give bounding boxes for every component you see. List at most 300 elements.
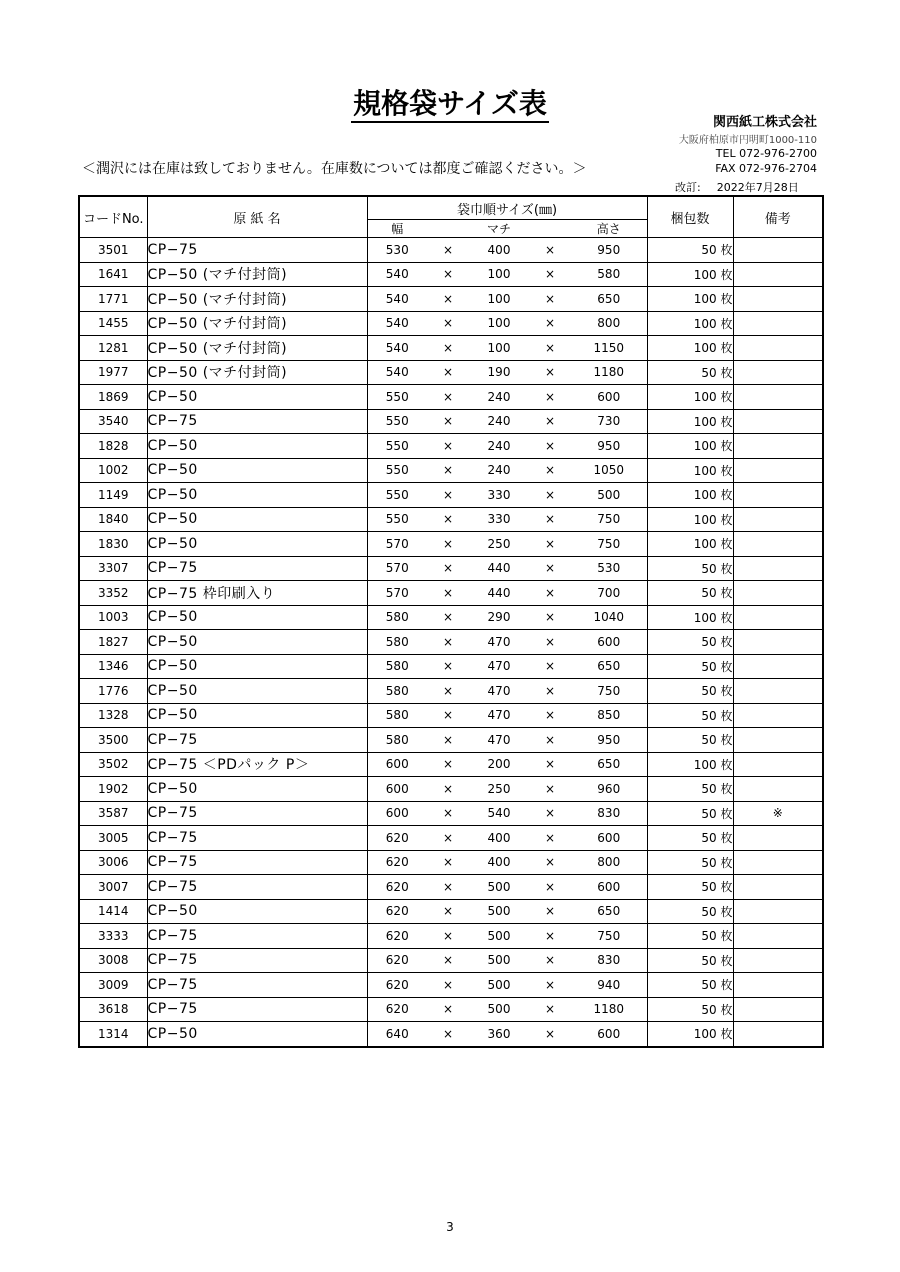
gusset-cell: 500	[469, 924, 529, 949]
table-row	[79, 311, 823, 336]
paper-name-cell: CP−75 ＜PDパック P＞	[147, 752, 367, 777]
width-cell: 580	[367, 654, 427, 679]
paper-name-cell: CP−50	[147, 385, 367, 410]
paper-name-cell: CP−75	[147, 556, 367, 581]
times-symbol: ×	[427, 605, 469, 630]
times-symbol: ×	[427, 924, 469, 949]
table-row	[79, 287, 823, 312]
code-cell: 1003	[79, 605, 147, 630]
pack-count-cell: 50 枚	[647, 581, 733, 606]
header-name: 原 紙 名	[147, 196, 367, 238]
times-symbol: ×	[427, 997, 469, 1022]
code-cell: 3618	[79, 997, 147, 1022]
times-symbol: ×	[529, 385, 571, 410]
width-cell: 620	[367, 875, 427, 900]
paper-name-cell: CP−75	[147, 948, 367, 973]
paper-name-cell: CP−50	[147, 630, 367, 655]
times-symbol: ×	[427, 875, 469, 900]
width-cell: 580	[367, 605, 427, 630]
table-row	[79, 924, 823, 949]
table-row	[79, 875, 823, 900]
times-symbol: ×	[529, 581, 571, 606]
note-cell	[733, 532, 823, 557]
width-cell: 580	[367, 703, 427, 728]
paper-name-cell: CP−75	[147, 973, 367, 998]
times-symbol: ×	[427, 311, 469, 336]
height-cell: 940	[571, 973, 647, 998]
pack-count-cell: 50 枚	[647, 875, 733, 900]
code-cell: 1869	[79, 385, 147, 410]
code-cell: 3007	[79, 875, 147, 900]
height-cell: 600	[571, 630, 647, 655]
paper-name-cell: CP−50	[147, 679, 367, 704]
code-cell: 1314	[79, 1022, 147, 1047]
gusset-cell: 250	[469, 532, 529, 557]
table-row	[79, 336, 823, 361]
times-symbol: ×	[427, 948, 469, 973]
height-cell: 650	[571, 899, 647, 924]
pack-count-cell: 100 枚	[647, 287, 733, 312]
times-symbol: ×	[529, 556, 571, 581]
code-cell: 1281	[79, 336, 147, 361]
note-cell	[733, 679, 823, 704]
pack-count-cell: 100 枚	[647, 483, 733, 508]
table-row	[79, 899, 823, 924]
times-symbol: ×	[529, 948, 571, 973]
pack-count-cell: 50 枚	[647, 556, 733, 581]
times-symbol: ×	[427, 850, 469, 875]
height-cell: 750	[571, 679, 647, 704]
pack-count-cell: 50 枚	[647, 850, 733, 875]
code-cell: 1827	[79, 630, 147, 655]
gusset-cell: 240	[469, 434, 529, 459]
table-row	[79, 703, 823, 728]
height-cell: 730	[571, 409, 647, 434]
paper-name-cell: CP−75	[147, 728, 367, 753]
times-symbol: ×	[529, 777, 571, 802]
gusset-cell: 470	[469, 654, 529, 679]
paper-name-cell: CP−75	[147, 409, 367, 434]
gusset-cell: 500	[469, 875, 529, 900]
gusset-cell: 290	[469, 605, 529, 630]
pack-count-cell: 100 枚	[647, 311, 733, 336]
header-gusset: マチ	[469, 220, 529, 238]
note-cell	[733, 630, 823, 655]
gusset-cell: 440	[469, 556, 529, 581]
height-cell: 830	[571, 948, 647, 973]
times-symbol: ×	[427, 1022, 469, 1047]
height-cell: 750	[571, 507, 647, 532]
table-row	[79, 262, 823, 287]
width-cell: 550	[367, 507, 427, 532]
pack-count-cell: 50 枚	[647, 238, 733, 263]
company-address: 大阪府柏原市円明町1000-110	[678, 135, 817, 146]
height-cell: 650	[571, 287, 647, 312]
pack-count-cell: 100 枚	[647, 532, 733, 557]
code-cell: 3005	[79, 826, 147, 851]
paper-name-cell: CP−75 枠印刷入り	[147, 581, 367, 606]
times-symbol: ×	[529, 703, 571, 728]
height-cell: 580	[571, 262, 647, 287]
revision-info	[675, 179, 799, 195]
note-cell	[733, 507, 823, 532]
pack-count-cell: 100 枚	[647, 458, 733, 483]
pack-count-cell: 50 枚	[647, 654, 733, 679]
pack-count-cell: 50 枚	[647, 728, 733, 753]
paper-name-cell: CP−50	[147, 434, 367, 459]
height-cell: 600	[571, 1022, 647, 1047]
note-cell	[733, 1022, 823, 1047]
company-fax: FAX 072-976-2704	[715, 162, 817, 175]
code-cell: 3501	[79, 238, 147, 263]
note-cell	[733, 948, 823, 973]
code-cell: 3008	[79, 948, 147, 973]
table-row	[79, 679, 823, 704]
gusset-cell: 100	[469, 336, 529, 361]
times-symbol: ×	[529, 924, 571, 949]
code-cell: 1830	[79, 532, 147, 557]
note-cell	[733, 385, 823, 410]
note-cell	[733, 605, 823, 630]
table-row	[79, 850, 823, 875]
times-symbol: ×	[427, 973, 469, 998]
pack-count-cell: 50 枚	[647, 703, 733, 728]
times-symbol: ×	[427, 385, 469, 410]
note-cell	[733, 850, 823, 875]
note-cell	[733, 409, 823, 434]
pack-count-cell: 50 枚	[647, 997, 733, 1022]
note-cell	[733, 556, 823, 581]
times-symbol: ×	[427, 654, 469, 679]
gusset-cell: 330	[469, 483, 529, 508]
width-cell: 570	[367, 581, 427, 606]
width-cell: 620	[367, 899, 427, 924]
height-cell: 600	[571, 826, 647, 851]
gusset-cell: 400	[469, 826, 529, 851]
width-cell: 550	[367, 385, 427, 410]
code-cell: 1328	[79, 703, 147, 728]
gusset-cell: 500	[469, 973, 529, 998]
table-row	[79, 556, 823, 581]
table-row	[79, 238, 823, 263]
width-cell: 600	[367, 801, 427, 826]
height-cell: 600	[571, 875, 647, 900]
code-cell: 3540	[79, 409, 147, 434]
width-cell: 620	[367, 997, 427, 1022]
note-cell	[733, 434, 823, 459]
width-cell: 600	[367, 752, 427, 777]
times-symbol: ×	[529, 605, 571, 630]
note-cell	[733, 703, 823, 728]
width-cell: 540	[367, 336, 427, 361]
width-cell: 620	[367, 948, 427, 973]
paper-name-cell: CP−50 (マチ付封筒)	[147, 336, 367, 361]
gusset-cell: 500	[469, 948, 529, 973]
paper-name-cell: CP−50	[147, 777, 367, 802]
times-symbol: ×	[427, 360, 469, 385]
gusset-cell: 100	[469, 262, 529, 287]
note-cell	[733, 752, 823, 777]
code-cell: 3009	[79, 973, 147, 998]
gusset-cell: 100	[469, 287, 529, 312]
table-row	[79, 948, 823, 973]
gusset-cell: 470	[469, 728, 529, 753]
note-cell	[733, 360, 823, 385]
table-row	[79, 630, 823, 655]
width-cell: 570	[367, 556, 427, 581]
note-cell	[733, 924, 823, 949]
height-cell: 650	[571, 654, 647, 679]
pack-count-cell: 50 枚	[647, 899, 733, 924]
header-spacer-2	[529, 220, 571, 238]
height-cell: 750	[571, 924, 647, 949]
height-cell: 600	[571, 385, 647, 410]
note-cell	[733, 336, 823, 361]
times-symbol: ×	[427, 287, 469, 312]
width-cell: 550	[367, 409, 427, 434]
note-cell: ※	[733, 801, 823, 826]
times-symbol: ×	[529, 1022, 571, 1047]
width-cell: 640	[367, 1022, 427, 1047]
table-row	[79, 385, 823, 410]
pack-count-cell: 50 枚	[647, 801, 733, 826]
times-symbol: ×	[529, 287, 571, 312]
times-symbol: ×	[529, 262, 571, 287]
gusset-cell: 470	[469, 630, 529, 655]
times-symbol: ×	[529, 997, 571, 1022]
code-cell: 3352	[79, 581, 147, 606]
note-cell	[733, 458, 823, 483]
table-row	[79, 728, 823, 753]
page-number: 3	[446, 1220, 454, 1234]
paper-name-cell: CP−50	[147, 654, 367, 679]
pack-count-cell: 100 枚	[647, 385, 733, 410]
times-symbol: ×	[529, 679, 571, 704]
times-symbol: ×	[427, 532, 469, 557]
table-row	[79, 801, 823, 826]
code-cell: 1641	[79, 262, 147, 287]
gusset-cell: 470	[469, 679, 529, 704]
code-cell: 1149	[79, 483, 147, 508]
note-cell	[733, 311, 823, 336]
times-symbol: ×	[427, 409, 469, 434]
times-symbol: ×	[427, 483, 469, 508]
times-symbol: ×	[529, 654, 571, 679]
table-body	[79, 238, 823, 1047]
paper-name-cell: CP−50 (マチ付封筒)	[147, 287, 367, 312]
times-symbol: ×	[427, 238, 469, 263]
header-width: 幅	[367, 220, 427, 238]
code-cell: 1828	[79, 434, 147, 459]
paper-name-cell: CP−75	[147, 850, 367, 875]
width-cell: 540	[367, 262, 427, 287]
gusset-cell: 240	[469, 385, 529, 410]
height-cell: 800	[571, 850, 647, 875]
times-symbol: ×	[529, 311, 571, 336]
code-cell: 1346	[79, 654, 147, 679]
gusset-cell: 500	[469, 997, 529, 1022]
times-symbol: ×	[529, 728, 571, 753]
height-cell: 750	[571, 532, 647, 557]
paper-name-cell: CP−50 (マチ付封筒)	[147, 360, 367, 385]
gusset-cell: 100	[469, 311, 529, 336]
pack-count-cell: 100 枚	[647, 336, 733, 361]
height-cell: 1180	[571, 997, 647, 1022]
code-cell: 1414	[79, 899, 147, 924]
width-cell: 580	[367, 630, 427, 655]
times-symbol: ×	[427, 434, 469, 459]
width-cell: 550	[367, 434, 427, 459]
width-cell: 580	[367, 679, 427, 704]
pack-count-cell: 50 枚	[647, 924, 733, 949]
pack-count-cell: 100 枚	[647, 262, 733, 287]
times-symbol: ×	[529, 360, 571, 385]
code-cell: 3587	[79, 801, 147, 826]
table-row	[79, 532, 823, 557]
gusset-cell: 400	[469, 238, 529, 263]
width-cell: 620	[367, 850, 427, 875]
code-cell: 1977	[79, 360, 147, 385]
gusset-cell: 540	[469, 801, 529, 826]
note-cell	[733, 262, 823, 287]
paper-name-cell: CP−50	[147, 483, 367, 508]
times-symbol: ×	[529, 238, 571, 263]
table-row	[79, 483, 823, 508]
times-symbol: ×	[427, 777, 469, 802]
code-cell: 1002	[79, 458, 147, 483]
note-cell	[733, 826, 823, 851]
times-symbol: ×	[427, 336, 469, 361]
note-cell	[733, 777, 823, 802]
paper-name-cell: CP−50 (マチ付封筒)	[147, 262, 367, 287]
paper-name-cell: CP−75	[147, 875, 367, 900]
paper-name-cell: CP−50	[147, 899, 367, 924]
pack-count-cell: 100 枚	[647, 434, 733, 459]
gusset-cell: 470	[469, 703, 529, 728]
width-cell: 580	[367, 728, 427, 753]
pack-count-cell: 100 枚	[647, 507, 733, 532]
note-cell	[733, 287, 823, 312]
height-cell: 700	[571, 581, 647, 606]
paper-name-cell: CP−50	[147, 605, 367, 630]
table-row	[79, 973, 823, 998]
height-cell: 800	[571, 311, 647, 336]
header-code: コードNo.	[79, 196, 147, 238]
note-cell	[733, 997, 823, 1022]
pack-count-cell: 50 枚	[647, 360, 733, 385]
pack-count-cell: 100 枚	[647, 605, 733, 630]
times-symbol: ×	[427, 556, 469, 581]
table-row	[79, 434, 823, 459]
times-symbol: ×	[529, 434, 571, 459]
paper-name-cell: CP−75	[147, 997, 367, 1022]
table-row	[79, 458, 823, 483]
gusset-cell: 190	[469, 360, 529, 385]
times-symbol: ×	[427, 801, 469, 826]
times-symbol: ×	[427, 581, 469, 606]
width-cell: 570	[367, 532, 427, 557]
table-row	[79, 997, 823, 1022]
paper-name-cell: CP−50	[147, 458, 367, 483]
paper-name-cell: CP−75	[147, 801, 367, 826]
height-cell: 960	[571, 777, 647, 802]
gusset-cell: 240	[469, 458, 529, 483]
times-symbol: ×	[529, 752, 571, 777]
paper-name-cell: CP−50 (マチ付封筒)	[147, 311, 367, 336]
code-cell: 1455	[79, 311, 147, 336]
table-row	[79, 1022, 823, 1047]
width-cell: 620	[367, 826, 427, 851]
header-height: 高さ	[571, 220, 647, 238]
times-symbol: ×	[529, 899, 571, 924]
paper-name-cell: CP−75	[147, 924, 367, 949]
times-symbol: ×	[529, 630, 571, 655]
code-cell: 1902	[79, 777, 147, 802]
table-row	[79, 605, 823, 630]
paper-name-cell: CP−50	[147, 507, 367, 532]
height-cell: 1050	[571, 458, 647, 483]
code-cell: 1771	[79, 287, 147, 312]
times-symbol: ×	[427, 679, 469, 704]
table-row	[79, 777, 823, 802]
times-symbol: ×	[427, 899, 469, 924]
times-symbol: ×	[529, 483, 571, 508]
times-symbol: ×	[427, 507, 469, 532]
note-cell	[733, 654, 823, 679]
width-cell: 540	[367, 311, 427, 336]
times-symbol: ×	[427, 458, 469, 483]
height-cell: 830	[571, 801, 647, 826]
width-cell: 540	[367, 287, 427, 312]
width-cell: 620	[367, 973, 427, 998]
gusset-cell: 330	[469, 507, 529, 532]
revision-label: 改訂:	[675, 181, 701, 194]
page-title-text: 規格袋サイズ表	[351, 87, 549, 123]
table-row	[79, 826, 823, 851]
height-cell: 1040	[571, 605, 647, 630]
code-cell: 1776	[79, 679, 147, 704]
times-symbol: ×	[427, 728, 469, 753]
paper-name-cell: CP−75	[147, 826, 367, 851]
times-symbol: ×	[529, 973, 571, 998]
height-cell: 500	[571, 483, 647, 508]
gusset-cell: 500	[469, 899, 529, 924]
height-cell: 650	[571, 752, 647, 777]
gusset-cell: 250	[469, 777, 529, 802]
gusset-cell: 360	[469, 1022, 529, 1047]
code-cell: 3307	[79, 556, 147, 581]
header-pack: 梱包数	[647, 196, 733, 238]
note-cell	[733, 728, 823, 753]
paper-name-cell: CP−50	[147, 1022, 367, 1047]
times-symbol: ×	[529, 458, 571, 483]
note-cell	[733, 899, 823, 924]
stock-notice: ＜潤沢には在庫は致しておりません。在庫数については都度ご確認ください。＞	[82, 161, 587, 177]
times-symbol: ×	[427, 752, 469, 777]
pack-count-cell: 50 枚	[647, 679, 733, 704]
code-cell: 3006	[79, 850, 147, 875]
times-symbol: ×	[529, 826, 571, 851]
height-cell: 850	[571, 703, 647, 728]
code-cell: 3333	[79, 924, 147, 949]
paper-name-cell: CP−75	[147, 238, 367, 263]
table-row	[79, 409, 823, 434]
size-table	[78, 195, 824, 1048]
code-cell: 1840	[79, 507, 147, 532]
times-symbol: ×	[529, 850, 571, 875]
width-cell: 620	[367, 924, 427, 949]
pack-count-cell: 50 枚	[647, 973, 733, 998]
